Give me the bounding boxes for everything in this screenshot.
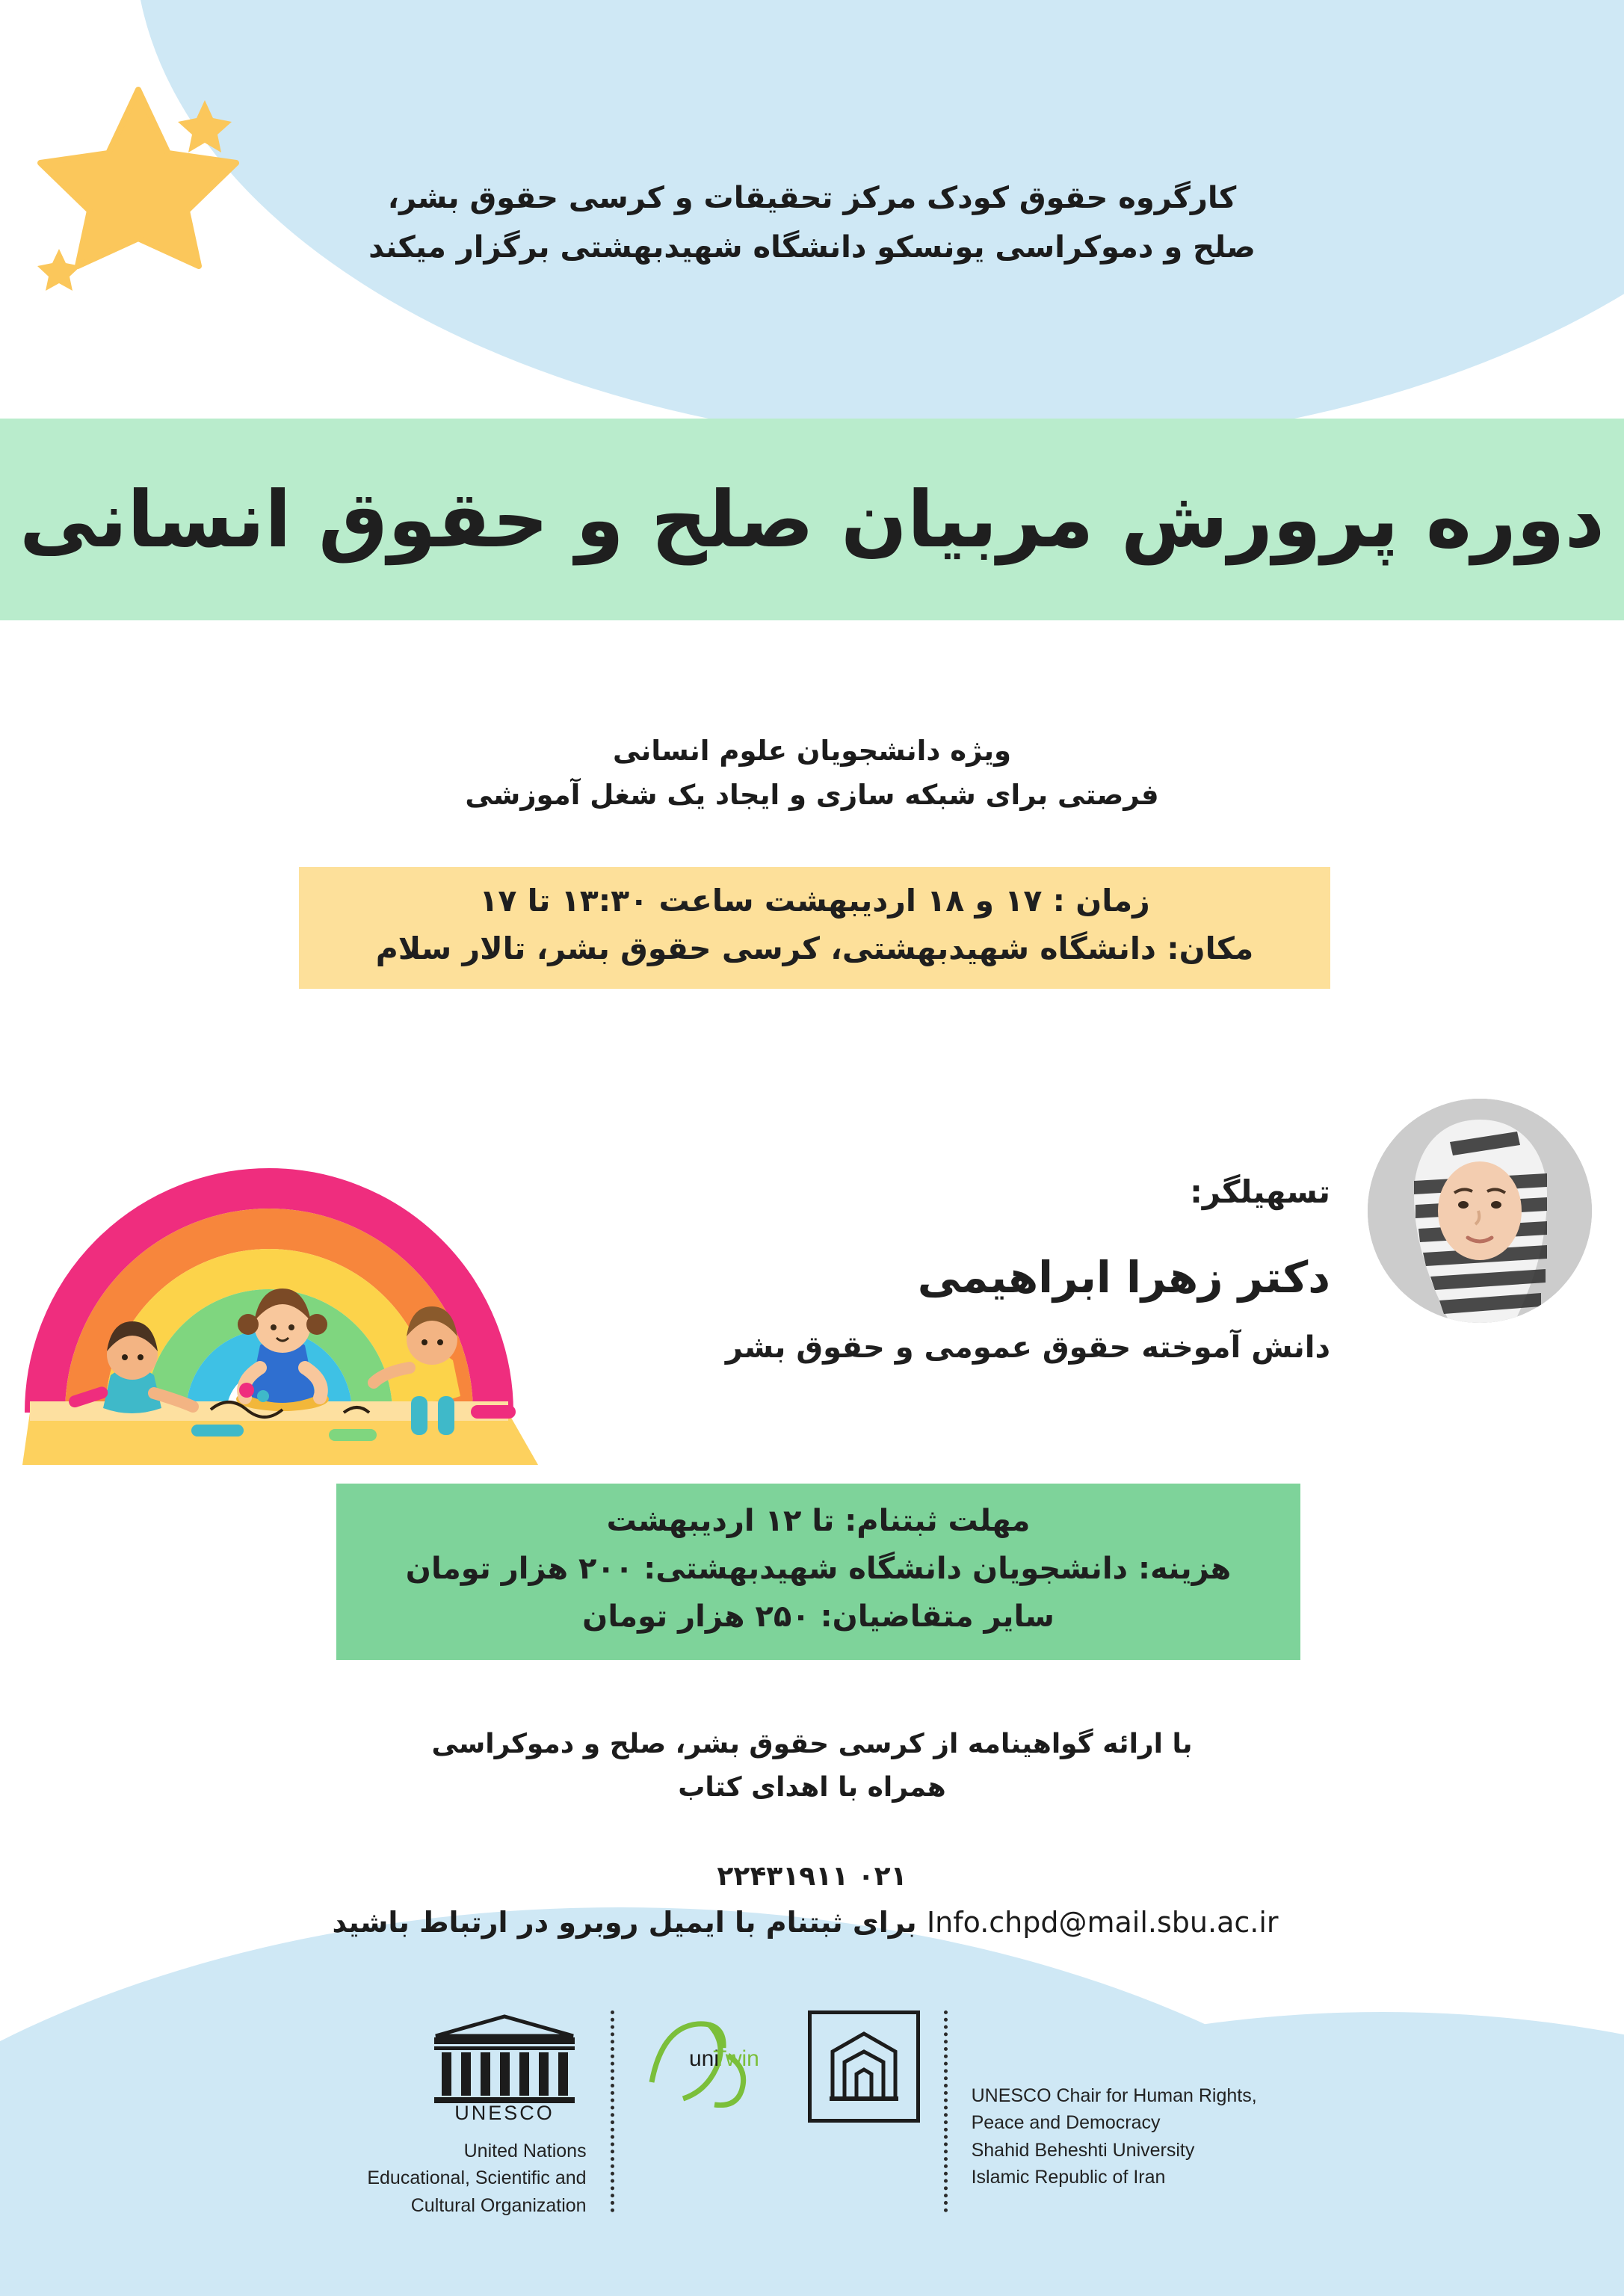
certificate-text <box>0 1723 1624 1809</box>
unitwin-icon <box>638 2010 769 2111</box>
page-title: دوره پرورش مربیان صلح و حقوق انسانی <box>19 473 1605 565</box>
unesco-temple-icon <box>422 2010 587 2126</box>
organizer-text <box>0 173 1624 272</box>
divider-dotted-left <box>611 2010 614 2212</box>
svg-text:UNESCO: UNESCO <box>454 2102 555 2123</box>
rainbow-kids-illustration <box>22 1061 538 1465</box>
venue-line: مکان: دانشگاه شهیدبهشتی، کرسی حقوق بشر، تالار سلام <box>375 930 1254 966</box>
svg-text:uni: uni <box>688 2046 719 2071</box>
deadline-line: مهلت ثبتنام: تا ۱۲ اردیبهشت <box>606 1504 1031 1538</box>
contact-note: برای ثبتنام با ایمیل روبرو در ارتباط باشید <box>332 1906 917 1939</box>
unesco-caption: United Nations Educational, Scientific and Cultural Organization <box>367 2141 587 2216</box>
facilitator-name: دکتر زهرا ابراهیمی <box>917 1252 1330 1303</box>
fee-others-line: سایر متقاضیان: ۲۵۰ هزار تومان <box>582 1599 1055 1634</box>
organizer-line-2: صلح و دموکراسی یونسکو دانشگاه شهیدبهشتی برگزار میکند <box>368 230 1256 265</box>
contact-email-row <box>0 1906 1624 1939</box>
facilitator-avatar <box>1368 1099 1592 1323</box>
audience-line-2: فرصتی برای شبکه سازی و ایجاد یک شغل آموزشی <box>465 779 1159 812</box>
contact-email[interactable]: Info.chpd@mail.sbu.ac.ir <box>926 1906 1279 1939</box>
registration-fee-band <box>336 1484 1300 1660</box>
date-venue-band <box>299 867 1330 989</box>
logo-row <box>0 2010 1624 2219</box>
svg-text:Twin: Twin <box>712 2046 759 2071</box>
sbu-logo-block <box>788 2010 939 2123</box>
certificate-line-2: همراه با اهدای کتاب <box>678 1771 946 1803</box>
facilitator-role: دانش آموخته حقوق عمومی و حقوق بشر <box>725 1330 1330 1365</box>
divider-dotted-right <box>944 2010 948 2212</box>
fee-students-line: هزینه: دانشجویان دانشگاه شهیدبهشتی: ۲۰۰ هزار تومان <box>405 1552 1232 1586</box>
contact-phone: ۰۲۱ ۲۲۴۳۱۹۱۱ <box>717 1861 907 1892</box>
unesco-chair-caption-block <box>952 2010 1276 2191</box>
audience-line-1: ویژه دانشجویان علوم انسانی <box>613 735 1011 767</box>
unesco-logo-block <box>348 2010 605 2219</box>
unitwin-logo-block <box>619 2010 788 2111</box>
title-band <box>0 419 1624 620</box>
certificate-line-1: با ارائه گواهینامه از کرسی حقوق بشر، صلح و دموکراسی <box>431 1729 1193 1759</box>
date-line: زمان : ۱۷ و ۱۸ اردیبهشت ساعت ۱۳:۳۰ تا ۱۷ <box>479 883 1150 919</box>
facilitator-label: تسهیلگر: <box>1190 1173 1330 1210</box>
organizer-line-1: کارگروه حقوق کودک مرکز تحقیقات و کرسی حقوق بشر، <box>387 181 1237 215</box>
shahid-beheshti-university-icon <box>808 2010 920 2123</box>
unesco-chair-caption: UNESCO Chair for Human Rights, Peace and Democracy Shahid Beheshti University Islamic Republic of Iran <box>971 2085 1257 2188</box>
audience-text <box>0 729 1624 817</box>
